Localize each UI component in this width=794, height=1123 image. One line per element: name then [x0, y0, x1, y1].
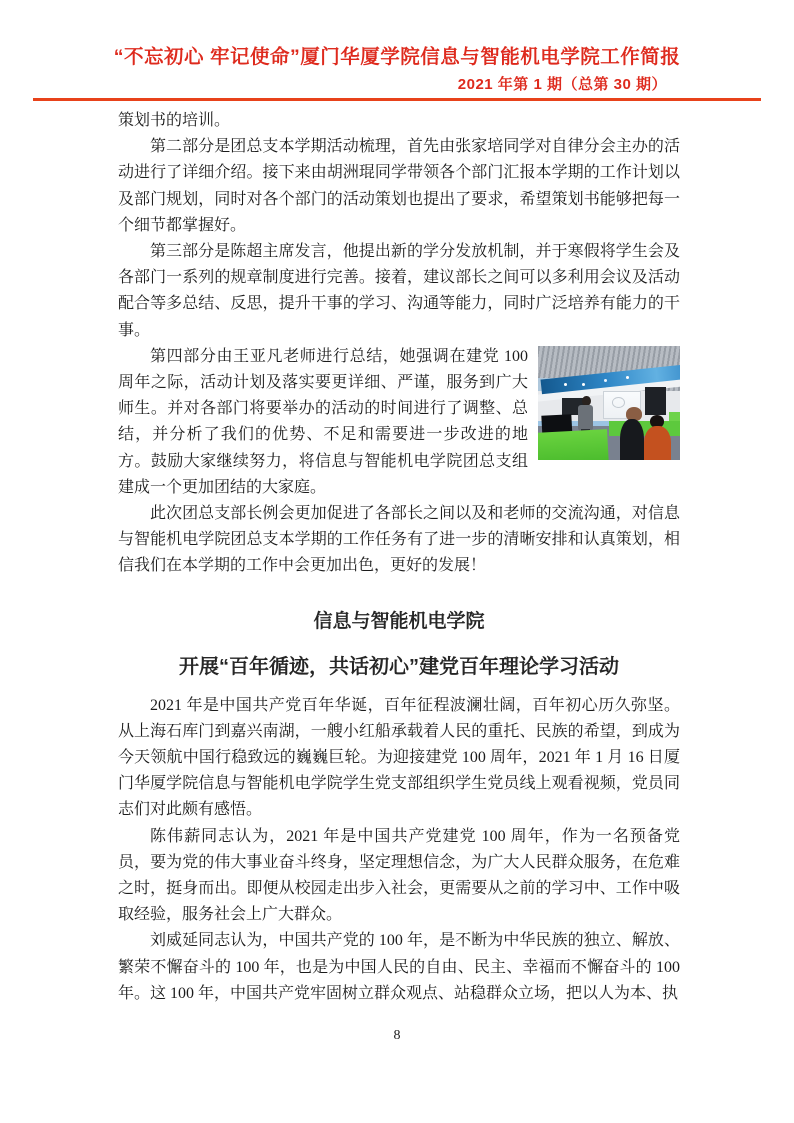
section-title: 信息与智能机电学院: [313, 610, 485, 632]
header-divider-rule: [33, 98, 761, 101]
document-header: [33, 46, 761, 94]
issue-number: 2021 年第 1 期（总第 30 期）: [457, 76, 667, 93]
paragraph-continuation: 策划书的培训。: [118, 112, 231, 129]
audience1-body: [620, 419, 644, 460]
presenter-body: [578, 405, 592, 431]
photo-dark-panel: [645, 387, 666, 416]
paragraph-comrade-chen: 陈伟薪同志认为，2021 年是中国共产党建党 100 周年，作为一名预备党员，要为党的伟大事业奋斗终身，坚定理想信念，为广大人民群众服务，在危难之时，挺身而出。即便从校园走出步入社会，更需要从之前的学习中、工作中吸取经验，服务社会上广大群众。: [118, 827, 680, 924]
paragraph-with-photo: [118, 344, 680, 501]
audience2-hoodie: [644, 426, 671, 460]
paragraph-part3: 第三部分是陈超主席发言，他提出新的学分发放机制，并于寒假将学生会及各部门一系列的规章制度进行完善。接着，建议部长之间可以多利用会议及活动配合等多总结、反思，提升干事的学习、沟通等能力，同时广泛培养有能力的干事。: [118, 243, 680, 339]
body-text-column: [118, 108, 680, 1007]
paragraph-comrade-liu: 刘威延同志认为，中国共产党的 100 年，是不断为中华民族的独立、解放、繁荣不懈奋斗的 100 年，也是为中国人民的自由、民主、幸福而不懈奋斗的 100 年。这 100 年，中国共产党牢固树立群众观点、站稳群众立场，把以人为本、执: [118, 932, 680, 1002]
page-number: 8: [393, 1028, 401, 1043]
paragraph-centenary-intro: 2021 年是中国共产党百年华诞，百年征程波澜壮阔，百年初心历久弥坚。从上海石库门到嘉兴南湖，一艘小红船承载着人民的重托、民族的希望，到成为今天领航中国行稳致远的巍巍巨轮。为迎接建党 100 周年，2021 年 1 月 16 日厦门华厦学院信息与智能机电学院学生党支部组织学生党员线上观看视频，党员同志们对此颇有感悟。: [118, 696, 680, 819]
bulletin-title: “不忘初心 牢记使命”厦门华厦学院信息与智能机电学院工作简报: [113, 46, 681, 68]
meeting-room-photo: [538, 346, 680, 460]
section-subtitle: 开展“百年循迹，共话初心”建党百年理论学习活动: [179, 655, 619, 678]
paragraph-summary: 此次团总支部长例会更加促进了各部长之间以及和老师的交流沟通，对信息与智能机电学院团总支本学期的工作任务有了进一步的清晰安排和认真策划，相信我们在本学期的工作中会更加出色，更好的发展！: [118, 505, 680, 575]
photo-green-panel-edge: [669, 412, 680, 421]
paragraph-part4: 第四部分由王亚凡老师进行总结，她强调在建党 100 周年之际，活动计划及落实要更详细、严谨，服务到广大师生。并对各部门将要举办的活动的时间进行了调整、总结，并分析了我们的优势、不足和需要进一步改进的地方。鼓励大家继续努力，将信息与智能机电学院团总支组建成一个更加团结的大家庭。: [118, 347, 528, 496]
paragraph-part2: 第二部分是团总支本学期活动梳理，首先由张家培同学对自律分会主办的活动进行了详细介绍。接下来由胡洲琨同学带领各个部门汇报本学期的工作计划以及部门规划，同时对各个部门的活动策划也提出了要求，希望策划书能够把每一个细节都掌握好。: [118, 138, 680, 234]
photo-green-desk-left: [538, 429, 608, 459]
